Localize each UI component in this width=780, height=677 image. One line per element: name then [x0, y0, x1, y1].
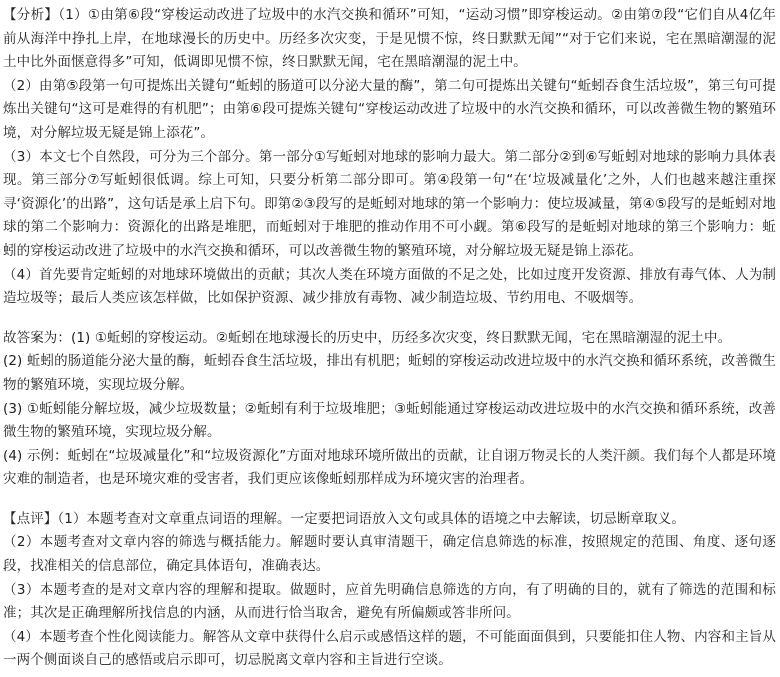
comment-section — [3, 508, 776, 673]
comment-paragraph-2: （2）本题考查对文章内容的筛选与概括能力。解题时要认真审清题干，确定信息筛选的标准，按照规定的范围、角度、逐句逐段，找准相关的信息部位，确定具体语句，准确表达。 — [3, 534, 776, 575]
answer-paragraph-1: 故答案为：(1) ①蚯蚓的穿梭运动。②蚯蚓在地球漫长的历史中，历经多次灾变，终日默默无闻，宅在黑暗潮湿的泥土中。 — [3, 329, 732, 346]
answer-paragraph-4: (4) 示例：蚯蚓在“垃圾减量化”和“垃圾资源化”方面对地球环境所做出的贡献，让自诩万物灵长的人类汗颜。我们每个人都是环境灾难的制造者，也是环境灾难的受害者，我们更应该像蚯蚓那样成为环境灾害的治理者。 — [3, 447, 776, 488]
analysis-text-1: （1）①由第⑥段“穿梭运动改进了垃圾中的水汽交换和循环”可知，“运动习惯”即穿梭运动。②由第⑦段“它们自从4亿年前从海洋中挣扎上岸，在地球漫长的历史中。历经多次灾变，于是见惯不惊，终日默默无闻”“对于它们来说，宅在黑暗潮湿的泥土中比外面惬意得多”可知，低调即见惯不惊，终日默默无闻，宅在黑暗潮湿的泥土中。 — [3, 7, 777, 71]
answer-paragraph-3: (3) ①蚯蚓能分解垃圾，减少垃圾数量；②蚯蚓有利于垃圾堆肥；③蚯蚓能通过穿梭运动改进垃圾中的水汽交换和循环系统，改善微生物的繁殖环境，实现垃圾分解。 — [3, 400, 776, 441]
section-gap — [3, 311, 776, 327]
comment-paragraph-4: （4）本题考查个性化阅读能力。解答从文章中获得什么启示或感悟这样的题，不可能面面俱到，只要能扣住人物、内容和主旨从一两个侧面谈自己的感悟或启示即可，切忌脱离文章内容和主旨进行空谈。 — [3, 628, 776, 669]
answer-paragraph-2: (2) 蚯蚓的肠道能分泌大量的酶，蚯蚓吞食生活垃圾，排出有机肥；蚯蚓的穿梭运动改进垃圾中的水汽交换和循环系统，改善微生物的繁殖环境，实现垃圾分解。 — [3, 353, 776, 393]
analysis-paragraph-2: （2）由第⑤段第一句可提炼出关键句“蚯蚓的肠道可以分泌大量的酶”，第二句可提炼出关键句“蚯蚓吞食生活垃圾”，第三句可提炼出关键句“这可是难得的有机肥”；由第⑥段可提炼关键句“穿梭运动改进了垃圾中的水汽交换和循环，可以改善微生物的繁殖环境，对分解垃圾无疑是锦上添花”。 — [3, 77, 776, 141]
comment-paragraph-3: （3）本题考查的是对文章内容的理解和提取。做题时，应首先明确信息筛选的方向，有了明确的目的，就有了筛选的范围和标准；其次是正确理解所找信息的内涵，从而进行恰当取舍，避免有所偏颇或答非所问。 — [3, 581, 776, 622]
comment-label: 【点评】 — [3, 510, 58, 527]
analysis-section — [3, 4, 776, 311]
section-gap — [3, 492, 776, 508]
comment-text-1: （1）本题考查对文章重点词语的理解。一定要把词语放入文句或具体的语境之中去解读，切忌断章取义。 — [57, 510, 685, 527]
analysis-label: 【分析】 — [3, 7, 59, 23]
analysis-paragraph-4: （4）首先要肯定蚯蚓的对地球环境做出的贡献；其次人类在环境方面做的不足之处，比如过度开发资源、排放有毒气体、人为制造垃圾等；最后人类应该怎样做，比如保护资源、减少排放有毒物、减少制造垃圾、节约用电、不吸烟等。 — [3, 266, 776, 307]
analysis-paragraph-3: （3）本文七个自然段，可分为三个部分。第一部分①写蚯蚓对地球的影响力最大。第二部分②到⑥写蚯蚓对地球的影响力具体表现。第三部分⑦写蚯蚓很低调。综上可知，只要分析第二部分即可。第④段第一句“在‘垃圾减量化’之外，人们也越来越注重探寻‘资源化’的出路”，这句话是承上启下句。即第②③段写的是蚯蚓对地球的第一个影响力：使垃圾减量，第④⑤段写的是蚯蚓对地球的第二个影响力：资源化的出路是堆肥，而蚯蚓对于堆肥的推动作用不可小觑。第⑥段写的是蚯蚓对地球的第三个影响力：蚯蚓的穿梭运动改进了垃圾中的水汽交换和循环，可以改善微生物的繁殖环境，对分解垃圾无疑是锦上添花。 — [3, 148, 776, 259]
comment-paragraph-1 — [3, 508, 776, 532]
answer-section — [3, 327, 776, 492]
analysis-paragraph-1 — [3, 4, 776, 75]
